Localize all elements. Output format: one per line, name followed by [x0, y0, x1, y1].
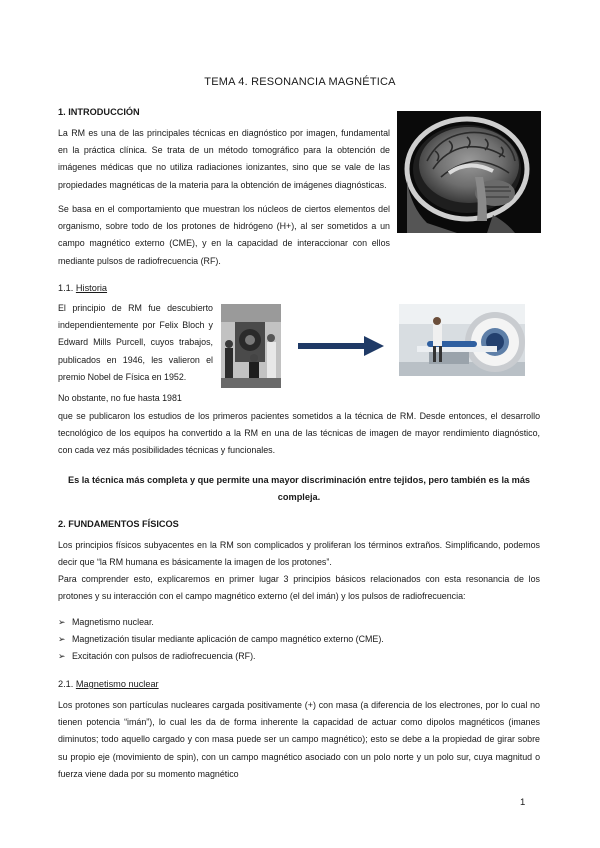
intro-paragraph-2: Se basa en el comportamiento que muestran los núcleos de ciertos elementos del organismo, sobre todo de los protones de hidrógeno (H+), al ser sometidos a un campo magnético externo (CME), y en la capacidad de interaccionar con ellos mediante pulsos de radiofrecuencia (RF).	[58, 204, 390, 266]
list-item: ➢ Magnetización tisular mediante aplicación de campo magnético externo (CME).	[58, 631, 540, 648]
history-paragraph-narrow: El principio de RM fue descubierto independientemente por Felix Bloch y Edward Mills Purcell, cuyos trabajos, publicados en 1946, les valieron el premio Nobel de Física en 1952.	[58, 303, 213, 382]
history-paragraph-wide: que se publicaron los estudios de los primeros pacientes sometidos a la técnica de RM. Desde entonces, el desarrollo tecnológico de los equipos ha convertido a la RM en una de las técnicas de imagen de mayor rendimiento diagnóstico, con cada vez más posibilidades técnicas y funcionales.	[58, 411, 540, 456]
right-arrow-icon	[298, 336, 384, 356]
section-heading-fundamentos: 2. FUNDAMENTOS FÍSICOS	[58, 519, 179, 529]
document-title: TEMA 4. RESONANCIA MAGNÉTICA	[204, 76, 396, 88]
page-number: 1	[520, 797, 526, 808]
brain-mri-image	[397, 111, 541, 233]
history-paragraph-lead: No obstante, no fue hasta 1981	[58, 393, 182, 403]
bullet-arrow-icon: ➢	[58, 634, 66, 645]
section-heading-introduccion: 1. INTRODUCCIÓN	[58, 107, 140, 117]
historical-photo	[221, 304, 281, 388]
subsection-number: 1.1.	[58, 283, 74, 293]
nuclear-paragraph-1: Los protones son partículas nucleares cargada positivamente (+) con masa (a diferencia de los electrones, por lo cual no tienen potencia “imán”), lo cual les da de forma inherente la capacidad de actuar como dipolos magnéticos (imanes diminutos; todo aquello cargado y con masa puede ser un campo magnético); esto se debe a la propiedad de girar sobre su propio eje (movimiento de spin), con un campo magnético asociado con un polo norte y un polo sur, cuya magnitud o fuerza viene dada por su momento magnético	[58, 700, 540, 779]
physics-paragraph-2: Para comprender esto, explicaremos en primer lugar 3 principios básicos relacionados con esta resonancia de los protones y su interacción con el campo magnético externo (el del imán) y los pulsos de radiofrecuencia:	[58, 574, 540, 602]
list-item: ➢ Magnetismo nuclear.	[58, 614, 540, 631]
subsection-heading-magnetismo	[58, 679, 159, 689]
intro-paragraph-1: La RM es una de las principales técnicas en diagnóstico por imagen, fundamental en la práctica clínica. Se trata de un método tomográfico para la obtención de imágenes médicas que no utiliza radiaciones ionizantes, sino que se vale de las propiedades magnéticas de la materia para la obtención de imágenes diagnósticas.	[58, 128, 390, 190]
subsection-number: 2.1.	[58, 679, 74, 689]
list-item: ➢ Excitación con pulsos de radiofrecuencia (RF).	[58, 648, 540, 665]
mri-scanner-photo	[399, 304, 525, 376]
key-statement: Es la técnica más completa y que permite una mayor discriminación entre tejidos, pero también es la más compleja.	[67, 475, 531, 502]
physics-paragraph-1: Los principios físicos subyacentes en la RM son complicados y proliferan los términos extraños. Simplificando, podemos decir que “la RM humana es básicamente la imagen de los protones”.	[58, 540, 540, 568]
subsection-title: Magnetismo nuclear	[75, 679, 159, 689]
bullet-arrow-icon: ➢	[58, 651, 66, 662]
subsection-title: Historia	[75, 283, 108, 293]
bullet-arrow-icon: ➢	[58, 617, 66, 627]
subsection-heading-historia	[58, 283, 107, 293]
principles-list	[58, 614, 540, 666]
